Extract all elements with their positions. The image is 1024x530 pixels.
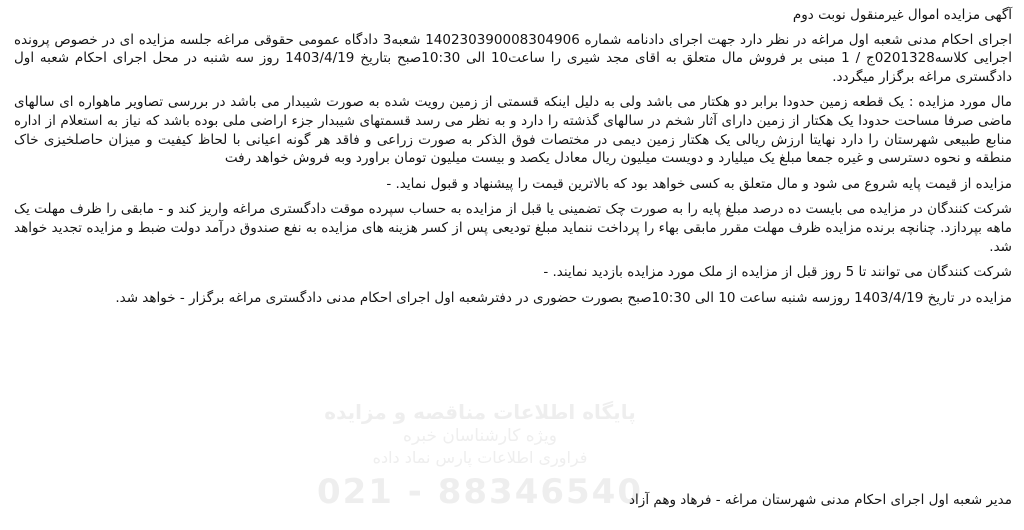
notice-intro: اجرای احکام مدنی شعبه اول مراغه در نظر دارد جهت اجرای دادنامه شماره 140230390008304906 شعبه3 دادگاه عمومی حقوقی مراغه جلسه مزایده ای در خصوص پرونده اجرایی کلاسه0201328ج / 1 مبنی بر فروش مال متعلق به اقای مجد شیری را ساعت10 الی 10:30صبح بتاریخ 1403/4/19 روز سه شنبه در محل اجرای احکام شعبه اول دادگستری مراغه برگزار میگردد. <box>14 31 1012 85</box>
watermark <box>300 400 660 512</box>
visit-terms: شرکت کنندگان می توانند تا 5 روز قبل از مزایده از ملک مورد مزایده بازدید نمایند. - <box>543 264 1012 281</box>
watermark-phone: 021 - 88346540 <box>316 471 643 512</box>
deposit-terms: شرکت کنندگان در مزایده می بایست ده درصد مبلغ پایه را به صورت چک تضمینی یا قبل از مزایده به حساب سپرده موقت دادگستری مراغه واریز کند و - مابقی را ظرف مهلت یک ماهه بپردازد. چنانچه برنده مزایده ظرف مهلت مقرر مابقی بهاء را پرداخت ننماید مبلغ تودیعی پس از کسر هزینه های مزایده به نفع صندوق درآمد دولت ضبط و مزایده تجدید خواهد شد. <box>14 201 1012 255</box>
watermark-line-1: پایگاه اطلاعات مناقصه و مزایده <box>324 400 636 424</box>
property-description: مال مورد مزایده : یک قطعه زمین حدودا برابر دو هکتار می باشد ولی به دلیل اینکه قسمتی از زمین رویت شده به صورت شیبدار می باشد در بررسی تصاویر ماهواره ای سالهای ماضی صرفا مساحت حدودا یک هکتار از زمین دارای آثار شخم در سالهای گذشته را دارد و به نظر می رسد قسمتهای شیبدار جزء اراضی ملی بوده باشد که نیاز به استعلام از اداره منابع طبیعی شهرستان را دارد نهایتا ارزش ریالی یک هکتار زمین دیمی در مختصات فوق الذکر به صورت زراعی و فاقد هر گونه اعیانی با لحاظ کیفیت و میزان حاصلخیزی خاک منطقه و نحوه دسترسی و غیره جمعا مبلغ یک میلیارد و دویست میلیون ریال معادل یکصد و بیست میلیون تومان براورد وبه فروش خواهد رفت <box>14 94 1012 167</box>
watermark-line-2: ویژه کارشناسان خبره <box>403 426 557 446</box>
signature: مدیر شعبه اول اجرای احکام مدنی شهرستان مراغه - فرهاد وهم آزاد <box>629 492 1012 508</box>
notice-title: آگهی مزایده اموال غیرمنقول نوبت دوم <box>792 7 1012 23</box>
watermark-line-3: فراوری اطلاعات پارس نماد داده <box>372 448 588 468</box>
auction-schedule: مزایده در تاریخ 1403/4/19 روزسه شنبه ساعت 10 الی 10:30صبح بصورت حضوری در دفترشعبه اول اجرای احکام مدنی دادگستری مراغه برگزار - خواهد شد. <box>115 289 1012 306</box>
auction-notice <box>14 6 1012 307</box>
bid-rule: مزایده از قیمت پایه شروع می شود و مال متعلق به کسی خواهد بود که بالاترین قیمت را پیشنهاد و قبول نماید. - <box>386 175 1012 192</box>
